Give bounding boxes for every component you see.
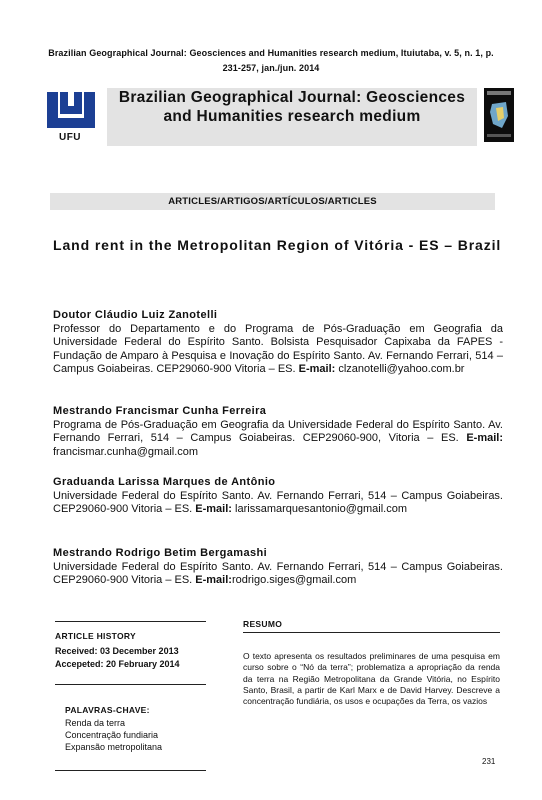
email-label: E-mail:	[195, 574, 232, 587]
email-label: E-mail:	[466, 432, 504, 445]
author-email[interactable]: clzanotelli@yahoo.com.br	[338, 363, 465, 376]
author-name: Mestrando Rodrigo Betim Bergamashi	[53, 547, 268, 559]
accepted-date: Accepeted: 20 February 2014	[55, 659, 180, 669]
keyword-item: Concentração fundiaria	[65, 730, 159, 740]
logo-text: UFU	[58, 132, 82, 143]
author-block	[53, 476, 503, 517]
divider	[55, 684, 206, 685]
email-label: E-mail:	[298, 363, 336, 376]
section-label: ARTICLES/ARTIGOS/ARTÍCULOS/ARTICLES	[168, 196, 377, 207]
received-date: Received: 03 December 2013	[55, 646, 179, 656]
email-label: E-mail:	[195, 503, 232, 516]
article-title: Land rent in the Metropolitan Region of Vitória - ES – Brazil	[53, 237, 502, 253]
keyword-item: Renda da terra	[65, 718, 126, 728]
journal-title: Brazilian Geographical Journal: Geosciences and Humanities research medium	[118, 89, 466, 125]
journal-cover-image	[484, 88, 514, 142]
keywords-heading: PALAVRAS-CHAVE:	[65, 705, 150, 715]
author-name: Mestrando Francismar Cunha Ferreira	[53, 405, 267, 417]
article-history-heading: ARTICLE HISTORY	[55, 631, 137, 641]
author-email[interactable]: larissamarquesantonio@gmail.com	[235, 503, 407, 516]
author-affiliation: Professor do Departamento e do Programa de Pós-Graduação em Geografia da Universidade Federal do Espírito Santo. Bolsista Pesquisador Capixaba da FAPES - Fundação de Amparo à Pesquisa e Inovação do Espírito Santo. Av. Fernando Ferrari, 514 – Campus Goiabeiras. CEP29060-900 Vitoria – ES. E-mail: clzanotelli@yahoo.com.br	[53, 322, 503, 376]
author-email[interactable]: francismar.cunha@gmail.com	[53, 445, 199, 458]
resumo-heading: RESUMO	[243, 619, 283, 629]
divider	[55, 621, 206, 622]
resumo-text: O texto apresenta os resultados preliminares de uma pesquisa em curso sobre o “Nó da terra”; problematiza a apropriação da renda da terra na Região Metropolitana da Grande Vitória, no Espírito Santo, Brasil, a partir de Karl Marx e de David Harvey. Descreve a concentração fundiária, os usos e ocupações da Terra, os vazios	[243, 651, 500, 707]
author-block	[53, 547, 503, 588]
article-history	[55, 645, 180, 671]
author-affiliation: Universidade Federal do Espírito Santo. Av. Fernando Ferrari, 514 – Campus Goiabeiras. CEP29060-900 Vitoria – ES. E-mail: larissamarquesantonio@gmail.com	[53, 489, 503, 516]
author-affiliation: Universidade Federal do Espírito Santo. Av. Fernando Ferrari, 514 – Campus Goiabeiras. CEP29060-900 Vitoria – ES. E-mail:rodrigo.siges@gmail.com	[53, 560, 503, 587]
author-affiliation: Programa de Pós-Graduação em Geografia da Universidade Federal do Espírito Santo. Av. Fernando Ferrari, 514 – Campus Goiabeiras. CEP29060-900, Vitoria – ES. E-mail: francismar.cunha@gmail.com	[53, 418, 504, 458]
keywords-list	[65, 717, 162, 753]
divider	[55, 770, 206, 771]
author-block	[53, 309, 503, 377]
running-header: Brazilian Geographical Journal: Geosciences and Humanities research medium, Ituiutaba, v. 5, n. 1, p. 231-257, jan./jun. 2014	[48, 48, 494, 73]
author-block	[53, 405, 503, 459]
keyword-item: Expansão metropolitana	[65, 742, 163, 752]
author-name: Doutor Cláudio Luiz Zanotelli	[53, 309, 218, 321]
divider	[243, 632, 500, 633]
page-number: 231	[482, 757, 496, 766]
author-email[interactable]: rodrigo.siges@gmail.com	[231, 574, 357, 587]
author-name: Graduanda Larissa Marques de Antônio	[53, 476, 276, 488]
